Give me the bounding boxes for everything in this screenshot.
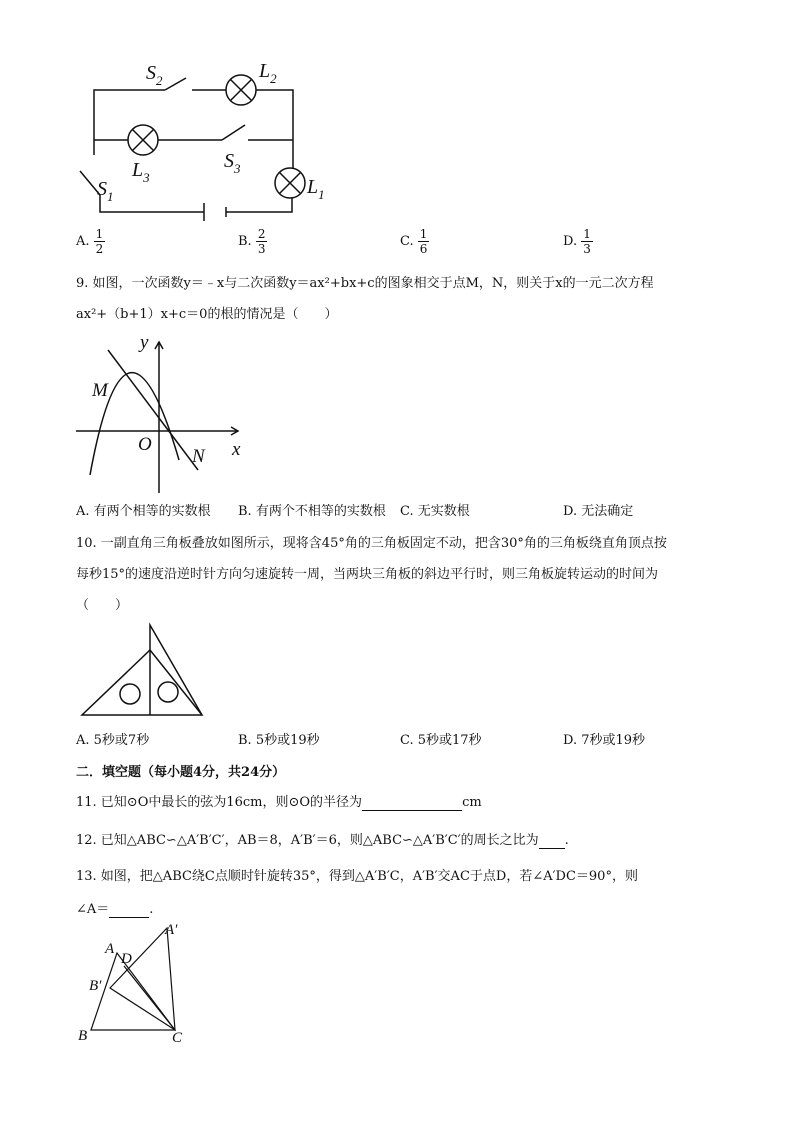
vertex-label-c: C [172, 1030, 183, 1046]
vertex-label-b-prime: B′ [89, 978, 102, 994]
q9-option-a: A. 有两个相等的实数根 [76, 504, 211, 519]
vertex-label-a-prime: A′ [165, 922, 178, 938]
section-title-fill-in: 二．填空题（每小题4分，共24分） [76, 765, 286, 780]
q10-option-b: B. 5秒或19秒 [238, 733, 320, 748]
q10-option-a: A. 5秒或7秒 [76, 733, 150, 748]
point-label-d: D [121, 951, 132, 967]
q9-option-d: D. 无法确定 [563, 504, 634, 519]
q10-stem-line3: （ ） [76, 598, 129, 613]
q9-option-b: B. 有两个不相等的实数根 [238, 504, 386, 519]
q10-triangle-boards-figure [78, 620, 208, 720]
vertex-label-a: A [105, 941, 115, 957]
q10-option-d: D. 7秒或19秒 [563, 733, 646, 748]
q8-option-a: A. $\frac{1}{2}$ [76, 227, 104, 256]
vertex-label-b: B [78, 1028, 88, 1044]
q9-stem-line2: ax²+（b+1）x+c＝0的根的情况是（ ） [76, 307, 338, 322]
label-s1: $S_1$ [97, 178, 114, 204]
label-l1: $L_1$ [307, 176, 325, 202]
point-label-n: N [192, 446, 205, 467]
label-l3: $L_3$ [132, 159, 150, 185]
q12-answer-blank[interactable] [539, 833, 565, 849]
q10-option-c: C. 5秒或17秒 [400, 733, 482, 748]
q13-stem-line1: 13. 如图，把△ABC绕C点顺时针旋转35°，得到△A′B′C，A′B′交AC于点D，若∠A′DC＝90°，则 [76, 869, 638, 884]
axis-label-x: x [232, 439, 241, 460]
q11-answer-blank[interactable] [362, 795, 462, 811]
q8-option-b: B. $\frac{2}{3}$ [238, 227, 266, 256]
q11-stem: 11. 已知⊙O中最长的弦为16cm，则⊙O的半径为 cm [76, 795, 482, 810]
q9-function-graph [74, 330, 254, 495]
q12-stem: 12. 已知△ABC∽△A′B′C′，AB＝8，A′B′＝6，则△ABC∽△A′B′C′的周长之比为 . [76, 833, 569, 848]
q13-rotation-figure [72, 918, 212, 1048]
point-label-m: M [92, 380, 108, 401]
origin-label-o: O [138, 434, 152, 455]
q9-option-c: C. 无实数根 [400, 504, 470, 519]
label-s3: $S_3$ [224, 150, 241, 176]
q13-stem-line2: ∠A＝ . [76, 902, 154, 917]
axis-label-y: y [140, 332, 149, 353]
q8-option-d: D. $\frac{1}{3}$ [563, 227, 591, 256]
q9-stem-line1: 9. 如图，一次函数y＝﹣x与二次函数y＝ax²+bx+c的图象相交于点M，N，则关于x的一元二次方程 [76, 276, 654, 291]
q10-stem-line2: 每秒15°的速度沿逆时针方向匀速旋转一周，当两块三角板的斜边平行时，则三角板旋转运动的时间为 [76, 567, 659, 582]
q10-stem-line1: 10. 一副直角三角板叠放如图所示，现将含45°角的三角板固定不动，把含30°角的三角板绕直角顶点按 [76, 536, 667, 551]
label-s2: $S_2$ [146, 62, 163, 88]
q8-option-c: C. $\frac{1}{6}$ [400, 227, 428, 256]
q8-circuit-diagram [70, 55, 350, 225]
q13-answer-blank[interactable] [109, 902, 149, 918]
label-l2: $L_2$ [259, 60, 277, 86]
